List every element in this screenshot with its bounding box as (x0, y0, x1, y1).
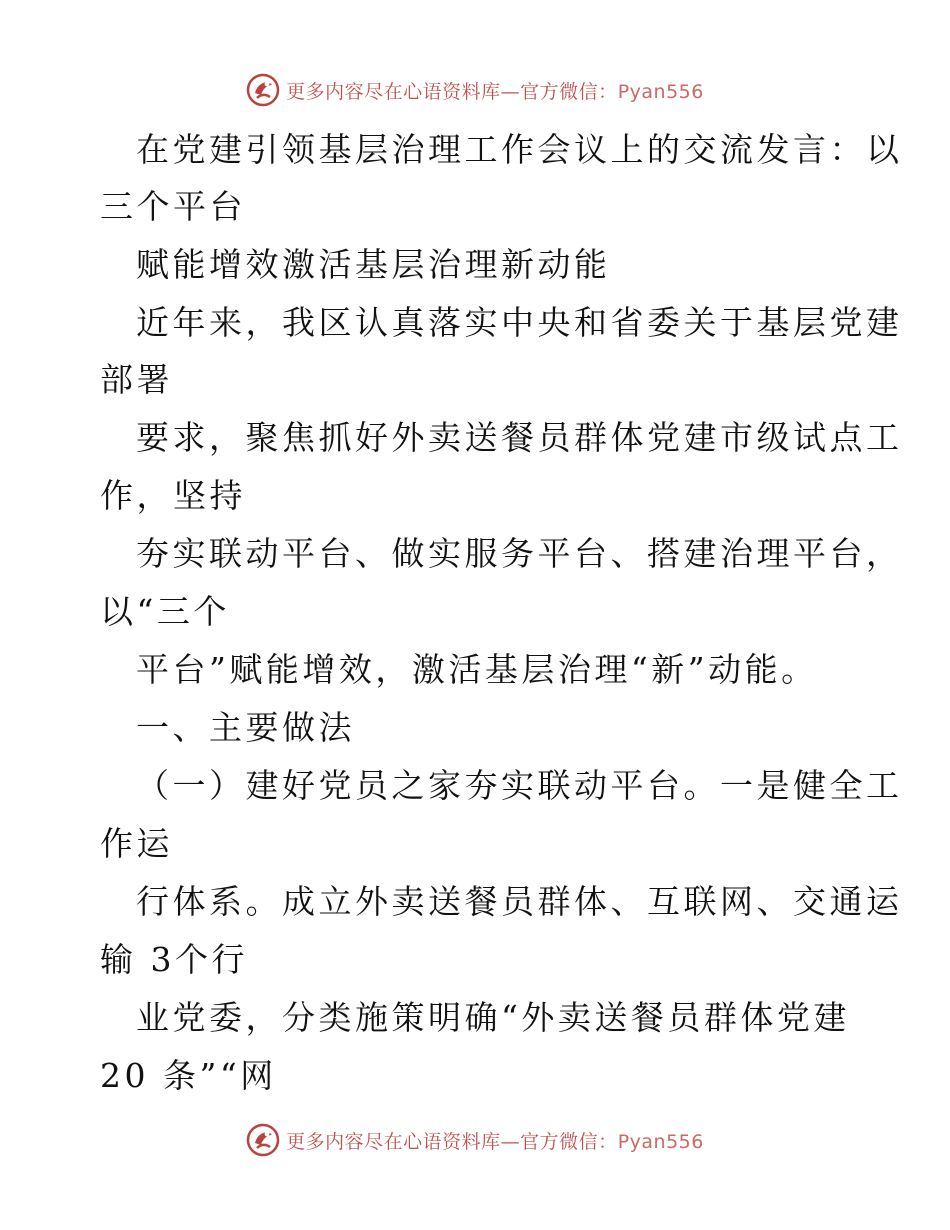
subtitle-line: 赋能增效激活基层治理新动能 (136, 245, 611, 284)
footer-banner-text (286, 1127, 704, 1154)
footer-banner-contact-label: 官方微信： (520, 1130, 618, 1153)
flower-logo-icon (246, 73, 280, 107)
paragraph-line: 以“三个 (100, 592, 230, 631)
paragraph-line: 近年来，我区认真落实中央和省委关于基层党建 (136, 303, 903, 342)
header-banner-site: 更多内容尽在心语资料库 (286, 80, 501, 103)
paragraph-line: 行体系。成立外卖送餐员群体、互联网、交通运 (136, 882, 903, 921)
header-banner[interactable] (0, 72, 950, 108)
paragraph-line: 部署 (100, 360, 173, 399)
title-line-2: 三个平台 (100, 187, 246, 226)
paragraph-line: 作运 (100, 824, 173, 863)
header-banner-contact-label: 官方微信： (520, 80, 618, 103)
paragraph-line: 输 3个行 (100, 940, 248, 979)
header-banner-text (286, 77, 704, 104)
footer-banner[interactable] (0, 1122, 950, 1158)
header-banner-separator: — (500, 80, 521, 103)
subsection-line: （一）建好党员之家夯实联动平台。一是健全工 (136, 766, 903, 805)
title-line-1: 在党建引领基层治理工作会议上的交流发言：以 (136, 130, 903, 169)
footer-banner-site: 更多内容尽在心语资料库 (286, 1130, 501, 1153)
header-banner-wechat-id: Pyan556 (617, 80, 704, 103)
footer-banner-separator: — (500, 1130, 521, 1153)
paragraph-line: 业党委，分类施策明确“外卖送餐员群体党建 (136, 998, 850, 1037)
paragraph-line: 要求，聚焦抓好外卖送餐员群体党建市级试点工 (136, 418, 903, 457)
section-heading: 一、主要做法 (136, 708, 355, 747)
paragraph-line: 夯实联动平台、做实服务平台、搭建治理平台， (136, 534, 903, 573)
paragraph-line: 平台”赋能增效，激活基层治理“新”动能。 (136, 650, 818, 689)
footer-banner-wechat-id: Pyan556 (617, 1130, 704, 1153)
paragraph-line: 作，坚持 (100, 476, 246, 515)
flower-logo-icon (246, 1123, 280, 1157)
paragraph-line: 20 条”“网 (100, 1056, 277, 1095)
